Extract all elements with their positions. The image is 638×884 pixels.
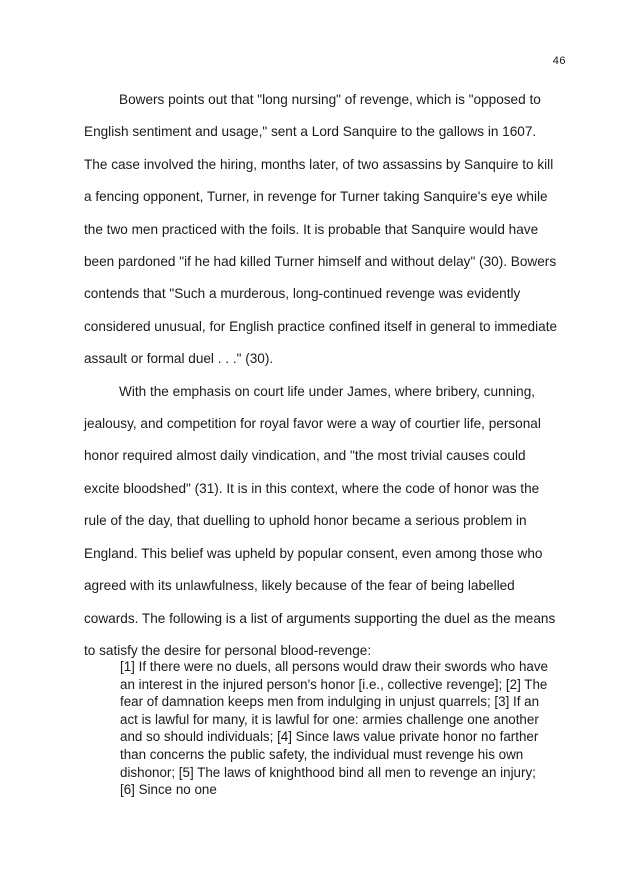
- page-number: 46: [552, 55, 566, 67]
- block-quote-duel-arguments: [1] If there were no duels, all persons would draw their swords who have an interest in the injured person's honor [i.e., collective revenge]; [2] The fear of damnation keeps men from indulging in unjust quarrels; [3] If an act is lawful for many, it is lawful for one: armies challenge one another and so should individuals; [4] Since laws value private honor no farther than concerns the public safety, the individual must revenge his own dishonor; [5] The laws of knighthood bind all men to revenge an injury; [6] Since no one: [120, 659, 548, 798]
- body-text: [84, 84, 558, 667]
- paragraph-court-life-duelling: With the emphasis on court life under James, where bribery, cunning, jealousy, and competition for royal favor were a way of courtier life, personal honor required almost daily vindication, and "the most trivial causes could excite bloodshed" (31). It is in this context, where the code of honor was the rule of the day, that duelling to uphold honor became a serious problem in England. This belief was upheld by popular consent, even among those who agreed with its unlawfulness, likely because of the fear of being labelled cowards. The following is a list of arguments supporting the duel as the means to satisfy the desire for personal blood-revenge:: [84, 383, 556, 658]
- paragraph-bowers-sanquire: Bowers points out that "long nursing" of revenge, which is "opposed to English sentiment and usage," sent a Lord Sanquire to the gallows in 1607. The case involved the hiring, months later, of two assassins by Sanquire to kill a fencing opponent, Turner, in revenge for Turner taking Sanquire's eye while the two men practiced with the foils. It is probable that Sanquire would have been pardoned "if he had killed Turner himself and without delay" (30). Bowers contends that "Such a murderous, long-continued revenge was evidently considered unusual, for English practice confined itself in general to immediate assault or formal duel . . ." (30).: [84, 92, 558, 367]
